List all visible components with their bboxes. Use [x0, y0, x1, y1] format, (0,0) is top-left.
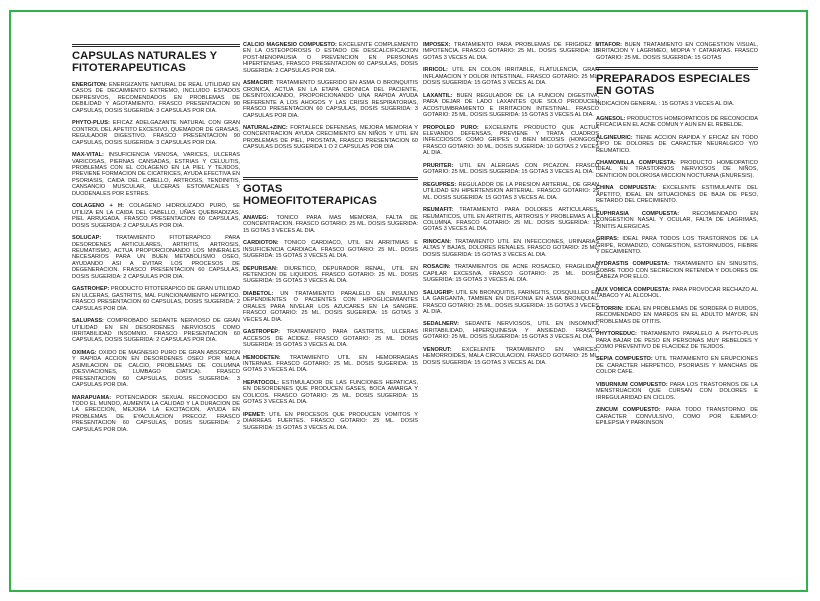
- product-name: NUX VOMICA COMPUESTA:: [596, 286, 671, 293]
- product-name: CALCIO MAGNESIO COMPUESTO:: [243, 42, 337, 48]
- product-name: HYDRASTIS COMPUESTA:: [596, 261, 670, 268]
- spacer: [243, 157, 418, 171]
- product-description: TRATAMIENTO PARALELO A PHYTO-PLUS PARA BAJAR DE PESO EN PERSONAS MUY REBELDES Y COMO PREVENTIVO DE FLACIDEZ DE TEJIDOS.: [596, 331, 758, 350]
- product-entry: [596, 42, 758, 61]
- product-entry: [243, 355, 418, 374]
- product-name: IPEMET:: [243, 411, 266, 418]
- product-description: IDEAL EN PROBLEMAS DE SORDERA O RUIDOS, RECOMENDADO EN MAREOS EN EL ADULTO MAYOR, EN PROBLEMAS DE OTITIS.: [596, 305, 758, 325]
- product-name: DIABETOL:: [243, 290, 274, 297]
- product-entry: [596, 185, 758, 204]
- product-description: EXCELENTE PRODUCTO QUE ACTUA ELEVANDO DEFENSAS, PREVIENE Y TRATA CUADROS INFECCIOSOS COMO GRIPES O BIEN MICOSIS (HONGOS). FRASCO GOTARIO: 30 ML. DOSIS SUGERIDA: 10 GOTAS 2 VECES AL DIA.: [423, 124, 599, 157]
- section-heading: CAPSULAS NATURALES Y FITOTERAPEUTICAS: [72, 50, 217, 74]
- product-name: HEPATOCOL:: [243, 379, 280, 386]
- product-name: RINOCAN:: [423, 238, 451, 245]
- product-entry: [596, 160, 758, 179]
- product-entry: [423, 290, 599, 316]
- product-description: TIENE ACCION RAPIDA Y EFICAZ EN TODO TIPO DE DOLORES DE CARACTER NEURALGICO Y/O REUMATICO.: [596, 134, 758, 154]
- product-description: SEDANTE NERVIOSOS, UTIL EN INSOMNIO, IRRITABILIDAD, HIPERQUINESIA Y ANSIEDAD. FRASCO GOTARIO: 25 ML. DOSIS SUGERIDA: 15 GOTAS 3 VECES AL DIA.: [423, 321, 599, 341]
- product-description: INSUFICIENCIA VENOSA, VARICES, ULCERAS VARICOSAS, PIERNAS CANSADAS, ESTRIAS Y CELULITIS, PROBLEMAS CON EL COLAGENO EN LA PIEL Y TEJIDOS, PREVIENE FORMACION DE CICATRICES, AYUDA EFECTIVA EN PSORIASIS, CAIDA DEL CABELLO, ARTROSIS, TENDINITIS, CANSANCIO MUSCULAR, ULCERAS ESTOMACALES Y DUODENALES POR ESTRES.: [72, 152, 240, 197]
- product-entry: [596, 116, 758, 129]
- section-heading: GOTAS HOMEOFITOTERAPICAS: [243, 182, 377, 207]
- product-name: PRURITER:: [423, 162, 454, 169]
- product-name: CHINA COMPUESTA:: [596, 185, 657, 192]
- product-entry: [243, 80, 418, 119]
- product-description: EXCELENTE TRATAMIENTO EN VARICES, HEMORROIDES, MALA CIRCULACION. FRASCO GOTARIO: 25 ML. DOSIS SUGERIDA: 15 GOTAS 3 VECES AL DIA.: [423, 346, 599, 366]
- product-entry: [243, 291, 418, 323]
- product-entry: [423, 264, 599, 283]
- product-name: PROPOLEO PURO:: [423, 124, 479, 131]
- product-name: AGNESOL:: [596, 115, 626, 122]
- product-description: PRODUCTOS HOMEOPATICOS DE RECONOCIDA EFICACIA EN EL ACNE COMUN Y AUN EN EL REBELDE.: [596, 115, 758, 129]
- product-entry: [596, 407, 758, 426]
- product-name: REUMAFIT:: [423, 207, 454, 214]
- product-description: TRATAMIENTO PARA GASTRITIS, ULCERAS ACCESOS DE ACIDEZ. FRASCO GOTARIO: 25 ML. DOSIS SUGERIDA: 15 GOTAS 3 VECES AL DIA.: [243, 329, 418, 349]
- product-name: IRRICOL:: [423, 67, 448, 74]
- product-entry: [596, 236, 758, 255]
- product-description: UTIL EN BRONQUITIS, FARINGITIS, COSQUILLEO EN LA GARGANTA, TAMBIEN EN DISFONIA EN ASMA BRONQUIAL. FRASCO GOTARIO: 25 ML. DOSIS SUGERIDA: 15 GOTAS 3 VECES AL DIA.: [423, 289, 599, 315]
- product-name: SEPIA COMPUESTO:: [596, 356, 653, 363]
- product-name: GRIPAS:: [596, 236, 619, 243]
- product-name: ASMACRIT:: [243, 80, 274, 87]
- product-description: BUEN REGULADOR DE LA FUNCION DIGESTIVA, PARA DEJAR DE LADO LAXANTES QUE SOLO PRODUCEN ACOSTUMBRAMIENTO E IRRITACION INTESTINAL. FRASCO GOTARIO: 25 ML. DOSIS SUGERIDA: 15 GOTAS 3 VECES AL DIA.: [423, 92, 599, 119]
- product-description: TRATAMIENTO UTIL EN HEMORRAGIAS INTERNAS. FRASCO GOTARIO: 25 ML. DOSIS SUGERIDA: 15 GOTAS 3 VECES AL DIA.: [243, 354, 418, 374]
- product-name: OTORRIN:: [596, 305, 624, 312]
- product-description: TRATAMIENTO EN SINUSITIS, SOBRE TODO CON SECRECION RETENIDA Y DOLORES DE CABEZA POR ELLO.: [596, 261, 758, 281]
- product-entry: [243, 412, 418, 431]
- product-entry: [72, 203, 240, 229]
- product-entry: [423, 67, 599, 86]
- product-name: GASTROHEP:: [72, 286, 110, 293]
- product-entry: [423, 239, 599, 258]
- product-entry: [596, 211, 758, 230]
- section-rule: [72, 44, 240, 47]
- product-name: VITAFOR:: [596, 42, 622, 48]
- column-2: [243, 42, 418, 437]
- product-description: UTIL EN COLON IRRITABLE, FLATULENCIA, GRAN INFLAMACION Y DOLOR INTESTINAL. FRASCO GOTARIO: 25 ML. DOSIS SUGERIDA: 15 GOTAS 3 VECES AL DIA.: [423, 67, 599, 87]
- product-entry: [423, 347, 599, 366]
- section-note: INDICACION GENERAL : 15 GOTAS 3 VECES AL DIA.: [596, 101, 735, 108]
- column-1: [72, 38, 240, 439]
- product-name: SALUGRIP:: [423, 289, 454, 296]
- product-entry: [596, 135, 758, 154]
- product-description: ESTIMULADOR DE LAS FUNCIONES HEPATICAS, EN DESORDENES QUE PRODUCEN GASES, BOCA AMARGA Y COLICOS. FRASCO GOTARIO: 25 ML. DOSIS SUGERIDA: 15 GOTAS 3 VECES AL DIA.: [243, 379, 418, 406]
- product-name: REGUPRES:: [423, 181, 457, 188]
- product-name: CHAMOMILLA COMPUESTA:: [596, 160, 676, 167]
- product-name: HEMODETEN:: [243, 354, 281, 361]
- product-name: NATURAL+ZINC:: [243, 124, 288, 131]
- product-entry: [243, 266, 418, 285]
- product-description: DIURETICO, DEPURADOR RENAL, UTIL EN RETENCION DE LIQUIDOS. FRASCO GOTARIO: 25 ML. DOSIS SUGERIDA: 15 GOTAS 3 VECES AL DIA.: [243, 265, 418, 285]
- product-name: ANAVEG:: [243, 214, 269, 221]
- product-entry: [596, 382, 758, 401]
- product-description: TRATAMIENTO SUGERIDO EN ASMA O BRONQUITIS CRONICA, ACTUA EN LA ETAPA CRONICA DEL PACIENTE, DESINTOXICANDO, PROPORCIONANDO UNA RAPIDA AYUDA REFERENTE A LOS AHOGOS Y LAS CRISIS RESPIRATORIAS, FRASCO PRESENTACION 60 CAPSULAS, DOSIS SUGERIDA: 3 CAPSULAS POR DIA.: [243, 80, 418, 119]
- product-description: PRODUCTO HOMEOPATICO IDEAL EN TRASTORNOS NERVIOSOS DE NIÑOS, DENTICION DOLOROSA MICCION NOCTURNA (ENURESIS).: [596, 160, 759, 179]
- product-entry: [596, 261, 758, 280]
- product-description: FORTALECE DEFENSAS, MEJORA MEMORIA Y CONCENTRACION AYUDA CRECIMIENTO EN NIÑOS Y UTIL EN PROBLEMAS DE PIEL, PROSTATA, FRASCO PRESENTACION 60 CAPSULAS DOSIS SUGERIDA 1 O 2 CAPSULAS POR DIA: [243, 124, 418, 151]
- product-entry: [243, 42, 418, 74]
- product-name: LAXANTIL:: [423, 92, 453, 99]
- product-description: UTIL EN PROCESOS QUE PRODUCEN VOMITOS Y DIARREAS FUERTES. FRASCO GOTARIO: 25 ML. DOSIS SUGERIDA: 15 GOTAS 3 VECES AL DIA.: [243, 411, 418, 431]
- product-description: UTIL TRATAMIENTO EN ERUPCIONES DE CARACTER HERPETICO, PSORIASIS Y MANCHAS DE COLOR CAFE.: [596, 356, 758, 376]
- product-description: ENERGIZANTE NATURAL DE REAL UTILIDAD EN CASOS DE DECAIMIENTO EXTREMO, INCLUIDO ESTADOS DEPRESIVOS, RECOMENDADOS EN PROBLEMAS DE DEBILIDAD Y AGOTAMIENTO. FRASCO PRESENTACION 90 CAPSULAS, DOSIS SUGERIDA: 3 CAPSULAS POR DIA.: [72, 82, 240, 114]
- product-description: TRATAMIENTO UTIL EN INFECCIONES, URINARIAS ALTAS Y BAJAS, DOLORES RENALES. FRASCO GOTARIO: 25 ML. DOSIS SUGERIDA: 15 GOTAS 3 VECES AL DIA.: [423, 238, 599, 258]
- product-name: CARDIOTON:: [243, 240, 279, 247]
- product-entry: [423, 182, 599, 201]
- product-entry: [596, 306, 758, 325]
- product-entry: [243, 380, 418, 406]
- product-entry: [596, 356, 758, 375]
- product-name: VENORUT:: [423, 346, 452, 353]
- product-name: DEPURISAN:: [243, 265, 278, 272]
- product-entry: [243, 125, 418, 151]
- product-name: OXIMAG:: [72, 349, 97, 356]
- product-entry: [423, 42, 599, 61]
- product-description: TRATAMIENTO FITOTERAPICO PARA DESORDENES ARTICULARES, ARTRITIS, ARTROSIS, REUMATISMO, ACTUA PROPORCIONANDO LOS MINERALES NECESARIOS PARA UN BUEN METABOLISMO OSEO, AYUDANDO ASI A EVITAR LOS PROCESOS DE DEGENERACION. FRASCO PRESENTACION 60 CAPSULAS, DOSIS SUGERIDA: 2 CAPSULAS POR DIA.: [72, 235, 240, 280]
- product-name: COLAGENO + H:: [72, 203, 124, 210]
- product-description: UTIL EN ALERGIAS CON PICAZON. FRASCO GOTARIO: 25 ML. DOSIS SUGERIDA: 15 GOTAS 3 VECES AL DIA.: [423, 162, 599, 176]
- section-rule: [243, 177, 418, 180]
- product-description: EXCELENTE ESTIMULANTE DEL APETITO, IDEAL EN SITUACIONES DE BAJA DE PESO, RETARDO DEL CRECIMIENTO.: [596, 185, 759, 205]
- product-description: TONICO CARDIACO, UTIL EN ARRITMIAS E INSUFICIENCIA CARDIACA. FRASCO GOTARIO: 25 ML. DOSIS SUGERIDA: 15 GOTAS 3 VECES AL DIA.: [243, 240, 418, 260]
- product-description: RECOMENDADO EN CONGESTION NASAL Y OCULAR, FALTA DE LAGRIMAS, RINITIS ALERGICAS.: [596, 210, 758, 230]
- product-description: OXIDO DE MAGNESIO PURO DE GRAN ABSORCION Y RAPIDA ACCION EN DESORDENES OSEO POR MALA ASIMILACION DE CALCIO, PROBLEMAS DE COLUMNA (DESVIACIONES, LUMBAGO CIATICA). FRASCO PRESENTACION 60 CAPSULAS, DOSIS SUGERIDA: 3 CAPSULAS POR DIA.: [72, 349, 240, 389]
- product-name: IMPOSEX:: [423, 42, 451, 48]
- product-entry: [72, 286, 240, 312]
- product-entry: [243, 240, 418, 259]
- product-description: TRATAMIENTO PARA DOLORES ARTICULARES, REUMATICOS, UTIL EN ARTRITIS, ARTROSIS Y PROBLEMAS A LA COLUMNA. FRASCO GOTARIO: 25 ML. DOSIS SUGERIDA: 15 GOTAS 3 VECES AL DIA.: [423, 207, 599, 233]
- product-name: VIBURNIUM COMPUESTO:: [596, 381, 668, 388]
- product-name: SEDALNERV:: [423, 321, 459, 328]
- product-description: PARA LOS TRASTORNOS DE LA MENSTRUACION QUE CURSAN CON DOLORES E IRREGULARIDAD EN CICLOS.: [596, 381, 758, 401]
- product-entry: [596, 287, 758, 300]
- product-entry: [423, 125, 599, 157]
- product-name: GASTROPEP:: [243, 329, 280, 336]
- product-entry: [72, 152, 240, 197]
- product-entry: [423, 93, 599, 119]
- product-description: EXCELENTE COMPLEMENTO EN LA OSTEOPOROSIS O ESTADO DE DESCALCIFICACION POST-MENOPAUSIA O PREVENCION EN PERSONAS HIPERTENSAS, FRASCO PRESENTACION 60 CAPSULAS, DOSIS SUGERIDA: 2 CAPSULAS POR DIA.: [243, 42, 418, 74]
- product-description: COLAGENO HIDROLIZADO PURO, SE UTILIZA EN LA CAIDA DEL CABELLO, UÑAS QUEBRADIZAS, PIEL ARRUGADA. FRASCO PRESENTACION 60 CAPSULAS, DOSIS SUGERIDA: 2 CAPSULAS POR DIA.: [72, 203, 240, 229]
- product-entry: [72, 318, 240, 344]
- product-name: ALGINEURIC:: [596, 134, 633, 141]
- product-description: BUEN TRATAMIENTO EN CONGESTION VISUAL, IRRITACION Y LAGRIMEO, MIOPIA Y CATARATAS. FRASCO GOTARIO: 25 ML. DOSIS SUGERIDA: 15 GOTAS: [596, 42, 758, 61]
- product-description: POTENCIADOR SEXUAL RECONOCIDO EN TODO EL MUNDO, AUMENTA LA CALIDAD Y LA DURACION DE LA ERECCION, MEJORA LA EXCITACION, AYUDA EN PROBLEMAS DE EYACULACION PRECOZ. FRASCO PRESENTACION 60 CAPSULAS, DOSIS SUGERIDA: 2 CAPSULAS POR DIA.: [72, 394, 240, 433]
- product-name: ROSACIN:: [423, 264, 451, 271]
- product-description: PRODUCTO FITOTERAPICO DE GRAN UTILIDAD EN ULCERAS, GASTRITIS, MAL FUNCIONAMIENTO HEPATICO. FRASCO PRESENTACION 60 CAPSULAS, DOSIS SUGERIDA: 2 CAPSULAS POR DIA.: [72, 286, 240, 312]
- product-entry: [72, 235, 240, 280]
- product-entry: [423, 321, 599, 340]
- product-name: ZINCUM COMPUESTO:: [596, 407, 661, 414]
- product-entry: [243, 215, 418, 234]
- product-entry: [596, 331, 758, 350]
- section-heading: PREPARADOS ESPECIALES EN GOTAS: [596, 73, 751, 98]
- column-3: [423, 42, 599, 372]
- product-description: COMPROBADO SEDANTE NERVIOSO DE GRAN UTILIDAD EN EN DESORDENES NERVIOSOS COMO IRRITABILIDAD INSOMNIO. FRASCO PRESENTACION 60 CAPSULAS, DOSIS SUGERIDA: 2 CAPSULAS POR DIA.: [72, 318, 240, 344]
- product-entry: [423, 207, 599, 233]
- product-name: SALUPASS:: [72, 318, 104, 325]
- product-entry: [423, 163, 599, 176]
- product-entry: [72, 395, 240, 434]
- product-name: SOLUCAP:: [72, 235, 102, 242]
- product-description: TRATAMIENTOS DE ACNE ROSACEO, FRAGILIDAD CAPILAR EXCESIVA. FRASCO GOTARIO: 25 ML. DOSIS SUGERIDA: 15 GOTAS 3 VECES AL DIA.: [423, 264, 599, 284]
- product-entry: [243, 329, 418, 348]
- product-description: TRATAMIENTO PARA PROBLEMAS DE FRIGIDEZ E IMPOTENCIA. FRASCO GOTARIO: 25 ML. DOSIS SUGERIDA: 15 GOTAS 3 VECES AL DIA.: [423, 42, 599, 61]
- product-name: ENERGITON:: [72, 82, 108, 88]
- product-description: IDEAL PARA TODOS LOS TRASTORNOS DE LA GRIPE, ROMADIZO, CONGESTION, ESTORNUDOS, FIEBRE Y DECAIMIENTO.: [596, 236, 758, 256]
- product-description: TONICO PARA MAS MEMORIA, FALTA DE CONCENTRACION. FRASCO GOTARIO: 25 ML. DOSIS SUGERIDA: 15 GOTAS 3 VECES AL DIA.: [243, 214, 418, 234]
- product-name: PHYTO-PLUS:: [72, 120, 110, 127]
- product-name: MARAPUAMA:: [72, 394, 112, 401]
- product-entry: [72, 120, 240, 146]
- column-4: [596, 42, 758, 433]
- section-rule: [596, 67, 758, 70]
- product-name: PHYTOREDUC:: [596, 331, 637, 338]
- product-description: EFICAZ ADELGAZANTE NATURAL CON GRAN CONTROL DEL APETITO EXCESIVO, QUEMADOR DE GRASAS, REGULADOR DIGESTIVO. FRASCO PRESENTACION 90 CAPSULAS, DOSIS SUGERIDA: 3 CAPSULAS POR DIA.: [72, 120, 240, 146]
- product-description: UN TRATAMIENTO PARALELO EN INSULINO DEPENDIENTES O PACIENTES CON HIPOGLICEMIANTES ORALES PARA NIVELAR LOS AZUCARES EN LA SANGRE. FRASCO GOTARIO: 25 ML. DOSIS SUGERIDA: 15 GOTAS 3 VECES AL DIA.: [243, 290, 418, 323]
- product-description: REGULADOR DE LA PRESION ARTERIAL, DE GRAN UTILIDAD EN HIPERTENSION ARTERIAL. FRASCO GOTARIO: 25 ML. DOSIS SUGERIDA: 15 GOTAS 3 VECES AL DIA.: [423, 181, 599, 201]
- product-description: PARA PROVOCAR RECHAZO AL TABACO Y AL ALCOHOL.: [596, 286, 758, 300]
- product-description: PARA TODO TRANSTORNO DE CARACTER CONVULSIVO, COMO POR EJEMPLO: EPILEPSIA Y PARKINSON: [596, 407, 759, 427]
- product-name: MAX-VITAL:: [72, 152, 104, 159]
- product-name: EUPHRASIA COMPUESTA:: [596, 210, 680, 217]
- product-entry: [72, 350, 240, 389]
- product-entry: [72, 82, 240, 114]
